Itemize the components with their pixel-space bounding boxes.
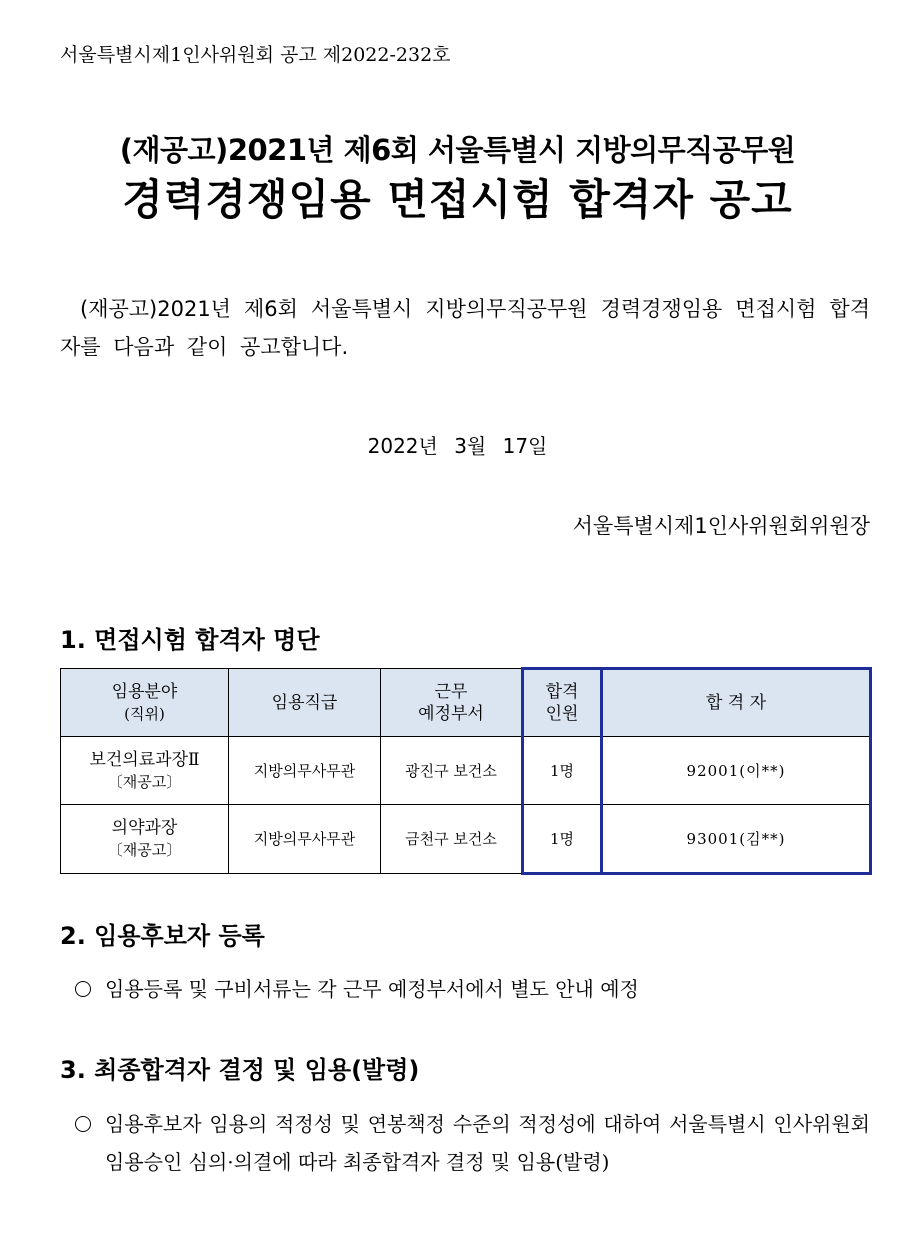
section-2-bullet-text: 임용등록 및 구비서류는 각 근무 예정부서에서 별도 안내 예정 xyxy=(105,977,639,1001)
section-2-bullet xyxy=(75,973,875,1002)
row-grade: 지방의무사무관 xyxy=(229,737,381,805)
field-sub: 〔재공고〕 xyxy=(107,772,182,791)
passers-table xyxy=(60,667,872,875)
notice-date: 2022년 3월 17일 xyxy=(367,434,548,458)
signer: 서울특별시제1인사위원회위원장 xyxy=(572,514,870,538)
header-count-line2: 인원 xyxy=(545,704,579,724)
row-dept: 광진구 보건소 xyxy=(381,737,523,805)
row-count: 1명 xyxy=(523,805,602,874)
field-name: 보건의료과장Ⅱ xyxy=(89,749,200,770)
header-field xyxy=(61,669,229,737)
intro-paragraph: (재공고)2021년 제6회 서울특별시 지방의무직공무원 경력경쟁임용 면접시험 합격자를 다음과 같이 공고합니다. xyxy=(60,297,870,359)
row-passer: 93001(김**) xyxy=(602,805,871,874)
title-line-1: (재공고)2021년 제6회 서울특별시 지방의무직공무원 xyxy=(119,133,796,167)
field-sub: 〔재공고〕 xyxy=(107,841,182,859)
notice-number: 서울특별시제1인사위원회 공고 제2022-232호 xyxy=(60,44,451,66)
row-grade: 지방의무사무관 xyxy=(229,805,381,874)
circle-bullet-icon xyxy=(75,1116,91,1132)
section-2-heading: 2. 임용후보자 등록 xyxy=(60,922,265,950)
table-row xyxy=(61,805,871,874)
section-1-heading: 1. 면접시험 합격자 명단 xyxy=(60,626,320,654)
header-count-line1: 합격 xyxy=(545,682,579,702)
title-line-2: 경력경쟁임용 면접시험 합격자 공고 xyxy=(122,175,793,224)
section-3-bullet-text: 임용후보자 임용의 적정성 및 연봉책정 수준의 적정성에 대하여 서울특별시 인사위원회 임용승인 심의·의결에 따라 최종합격자 결정 및 임용(발령) xyxy=(105,1112,870,1174)
table-row xyxy=(61,737,871,805)
header-grade: 임용직급 xyxy=(229,669,381,737)
header-dept xyxy=(381,669,523,737)
header-passer: 합 격 자 xyxy=(602,669,871,737)
table-header-row xyxy=(61,669,871,737)
section-3-bullet xyxy=(75,1105,870,1181)
header-dept-line2: 예정부서 xyxy=(418,703,484,724)
row-passer: 92001(이**) xyxy=(602,737,871,805)
field-name: 의약과장 xyxy=(111,818,178,838)
row-field xyxy=(61,805,229,874)
header-count xyxy=(523,669,602,737)
section-3-heading: 3. 최종합격자 결정 및 임용(발령) xyxy=(60,1056,420,1084)
circle-bullet-icon xyxy=(75,981,91,997)
header-field-label: 임용분야 xyxy=(111,681,178,702)
header-dept-line1: 근무 xyxy=(434,681,468,702)
row-count: 1명 xyxy=(523,737,602,805)
row-field xyxy=(61,737,229,805)
row-dept: 금천구 보건소 xyxy=(381,805,523,874)
header-field-sub: (직위) xyxy=(124,704,165,723)
